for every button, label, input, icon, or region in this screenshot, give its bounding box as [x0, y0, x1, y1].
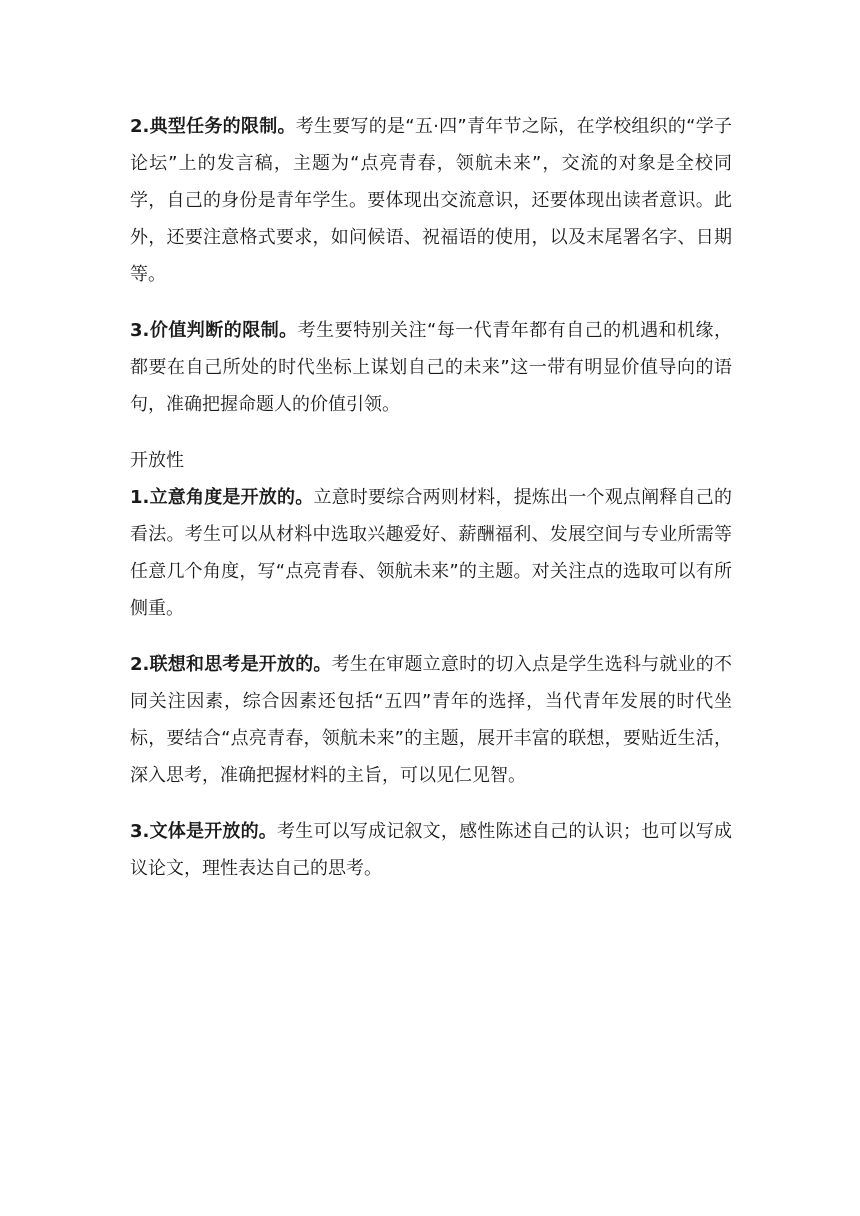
paragraph-value-judgment-limit — [130, 312, 732, 423]
paragraph-typical-task-limit — [130, 108, 732, 293]
paragraph-text: 考生要写的是“五·四”青年节之际，在学校组织的“学子论坛”上的发言稿，主题为“点亮青春，领航未来”，交流的对象是全校同学，自己的身份是青年学生。要体现出交流意识，还要体现出读者意识。此外，还要注意格式要求，如问候语、祝福语的使用，以及末尾署名字、日期等。 — [130, 116, 732, 285]
paragraph-lead: 3.价值判断的限制。 — [130, 320, 298, 341]
paragraph-text: 考生要特别关注“每一代青年都有自己的机遇和机缘，都要在自己所处的时代坐标上谋划自己的未来”这一带有明显价值导向的语句，准确把握命题人的价值引领。 — [130, 320, 732, 415]
section-heading-openness: 开放性 — [130, 450, 184, 471]
paragraph-text: 考生在审题立意时的切入点是学生选科与就业的不同关注因素，综合因素还包括“五四”青年的选择，当代青年发展的时代坐标，要结合“点亮青春，领航未来”的主题，展开丰富的联想，要贴近生活，深入思考，准确把握材料的主旨，可以见仁见智。 — [130, 654, 732, 786]
paragraph-lead: 3.文体是开放的。 — [130, 821, 278, 842]
paragraph-genre-open — [130, 813, 732, 887]
paragraph-association-open — [130, 646, 732, 794]
paragraph-text: 考生可以写成记叙文，感性陈述自己的认识；也可以写成议论文，理性表达自己的思考。 — [130, 821, 732, 879]
document-page — [130, 108, 732, 906]
paragraph-angle-open — [130, 479, 732, 627]
paragraph-lead: 2.联想和思考是开放的。 — [130, 654, 332, 675]
paragraph-lead: 2.典型任务的限制。 — [130, 116, 296, 137]
paragraph-lead: 1.立意角度是开放的。 — [130, 487, 314, 508]
paragraph-text: 立意时要综合两则材料，提炼出一个观点阐释自己的看法。考生可以从材料中选取兴趣爱好、薪酬福利、发展空间与专业所需等任意几个角度，写“点亮青春、领航未来”的主题。对关注点的选取可以有所侧重。 — [130, 487, 732, 619]
